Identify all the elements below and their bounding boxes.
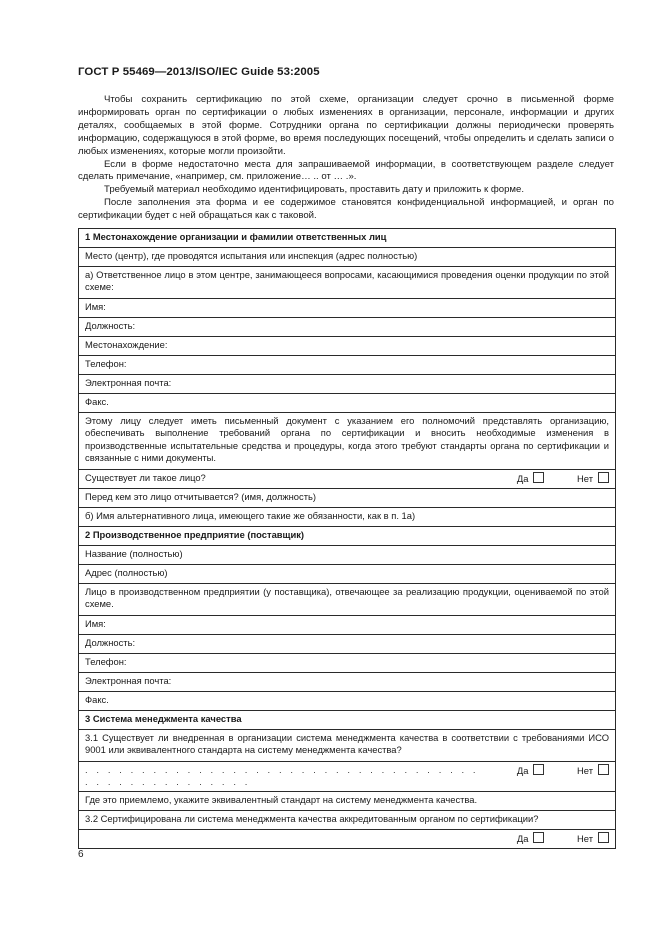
field-supplier-phone[interactable]: Телефон: xyxy=(79,654,616,673)
authority-document-note: Этому лицу следует иметь письменный документ с указанием его полномочий представлять организацию, обеспечивать выполнение требований органа по сертификации и вносить необходимые изменения в производственные испытательные средства и процедуры, когда этого требуют стандарты органа по сертификации и связанные с ними документы. xyxy=(79,413,616,470)
section-3-title: 3 Система менеджмента качества xyxy=(79,711,616,730)
field-supplier-person-position[interactable]: Должность: xyxy=(79,635,616,654)
yes-label: Да xyxy=(516,765,529,776)
answer-3-1 xyxy=(79,762,616,792)
field-site-address[interactable]: Место (центр), где проводятся испытания или инспекция (адрес полностью) xyxy=(79,248,616,267)
field-fax[interactable]: Факс. xyxy=(79,394,616,413)
field-supplier-person-name[interactable]: Имя: xyxy=(79,616,616,635)
intro-paragraph: Требуемый материал необходимо идентифицировать, проставить дату и приложить к форме. xyxy=(104,184,525,196)
yes-checkbox[interactable] xyxy=(533,832,544,843)
supplier-person-heading: Лицо в производственном предприятии (у поставщика), отвечающее за реализацию продукции, оцениваемой по этой схеме. xyxy=(79,584,616,616)
yes-label: Да xyxy=(516,473,529,484)
no-checkbox[interactable] xyxy=(598,832,609,843)
yes-checkbox[interactable] xyxy=(533,472,544,483)
no-label: Нет xyxy=(577,765,593,776)
question-3-2: 3.2 Сертифицирована ли система менеджмента качества аккредитованным органом по сертификации? xyxy=(79,810,616,829)
intro-paragraph: После заполнения эта форма и ее содержимое становятся конфиденциальной информацией, и орган по сертификации будет с ней обращаться как с таковой. xyxy=(78,197,614,222)
yes-label: Да xyxy=(516,832,529,844)
field-supplier-name[interactable]: Название (полностью) xyxy=(79,546,616,565)
no-label: Нет xyxy=(577,473,593,484)
field-responsible-person-heading: а) Ответственное лицо в этом центре, занимающееся вопросами, касающимися проведения оценки продукции по этой схеме: xyxy=(79,267,616,299)
field-supplier-fax[interactable]: Факс. xyxy=(79,692,616,711)
field-supplier-email[interactable]: Электронная почта: xyxy=(79,673,616,692)
field-alternate-person[interactable]: б) Имя альтернативного лица, имеющего такие же обязанности, как в п. 1а) xyxy=(79,508,616,527)
page-number: 6 xyxy=(78,849,84,860)
section-1-title: 1 Местонахождение организации и фамилии ответственных лиц xyxy=(79,229,616,248)
field-name[interactable]: Имя: xyxy=(79,299,616,318)
yes-checkbox[interactable] xyxy=(533,764,544,775)
dotted-fill-line: . . . . . . . . . . . . . . . . . . . . . . . . . . . . . . . . . . . . . . . . . . . . . . . . . . xyxy=(85,764,479,788)
no-checkbox[interactable] xyxy=(598,764,609,775)
field-position[interactable]: Должность: xyxy=(79,318,616,337)
no-label: Нет xyxy=(577,832,593,844)
document-header: ГОСТ Р 55469—2013/ISO/IEC Guide 53:2005 xyxy=(78,66,320,78)
intro-paragraph: Если в форме недостаточно места для запрашиваемой информации, в соответствующем разделе следует сделать примечание, «например, см. приложение… .. от … .». xyxy=(78,158,614,183)
field-phone[interactable]: Телефон: xyxy=(79,356,616,375)
field-email[interactable]: Электронная почта: xyxy=(79,375,616,394)
intro-text xyxy=(78,94,614,223)
intro-paragraph: Чтобы сохранить сертификацию по этой схеме, организации следует срочно в письменной форме информировать орган по сертификации о любых изменениях в организации, персонале, информации и других деталях, сообщаемых в этой форме. Сотрудники органа по сертификации должны периодически проверять информацию, содержащуюся в этой форме, во время последующих посещений, чтобы определить и сделать записи о любых изменениях, которые могли произойти. xyxy=(78,94,614,157)
field-location[interactable]: Местонахождение: xyxy=(79,337,616,356)
certification-form xyxy=(78,228,616,849)
field-supplier-address[interactable]: Адрес (полностью) xyxy=(79,565,616,584)
field-equivalent-standard[interactable]: Где это приемлемо, укажите эквивалентный стандарт на систему менеджмента качества. xyxy=(79,791,616,810)
question-person-exists xyxy=(79,470,616,489)
question-text: Существует ли такое лицо? xyxy=(85,472,206,483)
answer-3-2 xyxy=(79,829,616,848)
section-2-title: 2 Производственное предприятие (поставщик) xyxy=(79,527,616,546)
question-3-1: 3.1 Существует ли внедренная в организации система менеджмента качества в соответствии с требованиями ИСО 9001 или эквивалентного стандарта на систему менеджмента качества? xyxy=(79,730,616,762)
field-reports-to[interactable]: Перед кем это лицо отчитывается? (имя, должность) xyxy=(79,489,616,508)
no-checkbox[interactable] xyxy=(598,472,609,483)
